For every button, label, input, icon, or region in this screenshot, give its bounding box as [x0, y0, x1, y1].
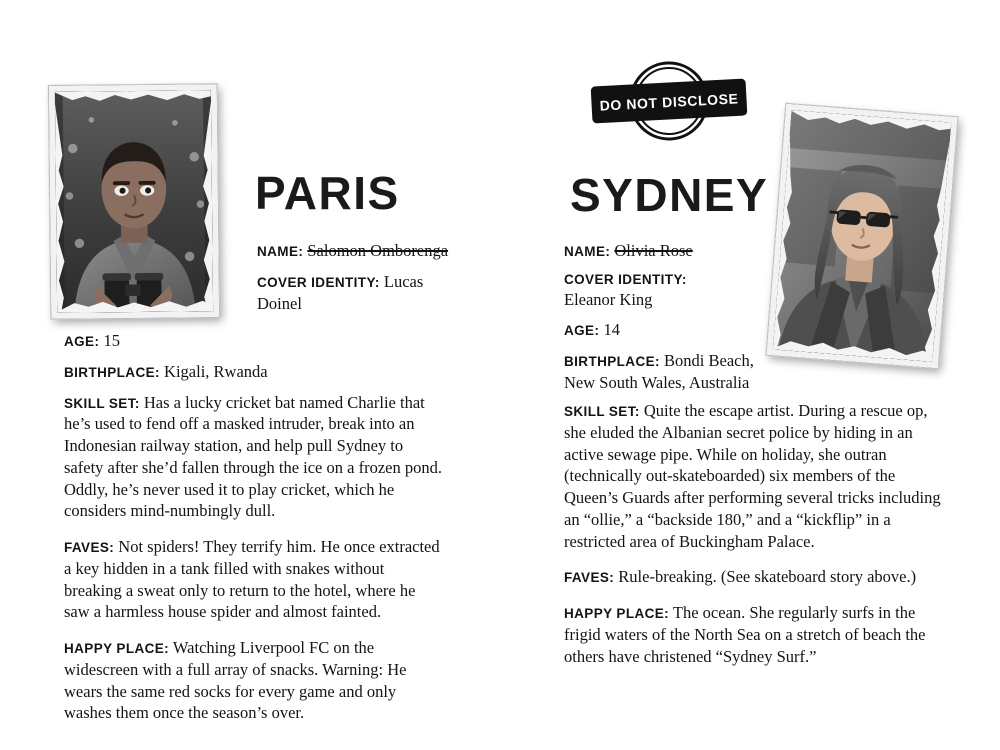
sydney-age: 14 — [603, 320, 620, 340]
paris-faves-field — [64, 536, 444, 623]
sydney-skill-set: Quite the escape artist. During a rescue op, she eluded the Albanian secret police by hiding in an active sewage pipe. While on holiday, she outran (technically out-skateboarded) six members of the Queen’s Guards after performing several tricks including an “ollie,” a “backside 180,” and a “kickflip” in a restricted area of Buckingham Palace. — [564, 401, 941, 551]
cover-identity-label: COVER IDENTITY: — [564, 271, 687, 287]
sydney-cover-identity: Eleanor King — [564, 289, 653, 309]
sydney-faves: Rule-breaking. (See skateboard story above.) — [618, 567, 917, 587]
faves-label: FAVES: — [64, 540, 115, 556]
paris-codename: PARIS — [255, 167, 400, 219]
name-label: NAME: — [564, 244, 611, 259]
name-label: NAME: — [257, 244, 304, 259]
paris-name-field — [257, 240, 472, 262]
sydney-skill-set-field — [564, 400, 942, 552]
sydney-happy-place: The ocean. She regularly surfs in the frigid waters of the North Sea on a stretch of beach the others have christened “Sydney Surf.” — [564, 603, 926, 666]
sydney-real-name: Olivia Rose — [614, 241, 693, 260]
age-label: AGE: — [564, 323, 600, 339]
sydney-upper-fields — [564, 240, 769, 403]
sydney-name-field — [564, 240, 769, 262]
paris-cover-identity: Lucas Doinel — [257, 271, 424, 313]
sydney-age-field — [564, 319, 769, 341]
do-not-disclose-stamp — [586, 54, 752, 148]
sydney-cover-identity-field — [564, 271, 769, 311]
sydney-lower-fields — [564, 400, 942, 676]
sydney-photo — [773, 110, 951, 362]
paris-lower-fields — [64, 330, 444, 733]
age-label: AGE: — [64, 334, 100, 349]
birthplace-label: BIRTHPLACE: — [564, 354, 660, 370]
paris-codename-block — [255, 166, 485, 220]
skill-set-label: SKILL SET: — [64, 395, 140, 411]
paris-happy-place-field — [64, 637, 444, 724]
sydney-faves-field — [564, 566, 942, 588]
cover-identity-label: COVER IDENTITY: — [257, 274, 380, 290]
happy-place-label: HAPPY PLACE: — [564, 606, 670, 622]
paris-cover-identity-field — [257, 271, 472, 315]
paris-real-name: Salomon Omborenga — [307, 241, 449, 260]
birthplace-label: BIRTHPLACE: — [64, 364, 160, 380]
skill-set-label: SKILL SET: — [564, 404, 640, 419]
paris-photo — [55, 90, 213, 313]
sydney-birthplace-field — [564, 350, 769, 394]
paris-upper-fields — [257, 240, 472, 323]
sydney-happy-place-field — [564, 602, 942, 667]
paris-age: 15 — [103, 331, 120, 350]
sydney-codename: SYDNEY — [570, 169, 769, 221]
paris-happy-place: Watching Liverpool FC on the widescreen with a full array of snacks. Warning: He wears the same red socks for every game and only washes them once the season’s over. — [64, 638, 407, 723]
happy-place-label: HAPPY PLACE: — [64, 641, 170, 657]
paris-photo-frame — [49, 84, 219, 319]
paris-age-field — [64, 330, 444, 352]
sydney-birthplace: Bondi Beach, New South Wales, Australia — [564, 351, 754, 392]
paris-skill-set-field — [64, 392, 444, 523]
paris-skill-set: Has a lucky cricket bat named Charlie that he’s used to fend off a masked intruder, break into an Indonesian railway station, and help pull Sydney to safety after she’d fallen through the ice on a frozen pond. Oddly, he’s never used it to play cricket, which he considers mind-numbingly dull. — [64, 392, 442, 521]
paris-birthplace: Kigali, Rwanda — [164, 361, 268, 381]
stamp-text: DO NOT DISCLOSE — [599, 90, 739, 114]
faves-label: FAVES: — [564, 570, 615, 586]
paris-faves: Not spiders! They terrify him. He once extracted a key hidden in a tank filled with snakes without breaking a sweat only to return to the hotel, where he saw a harmless house spider and almost fainted. — [64, 537, 440, 622]
paris-birthplace-field — [64, 361, 444, 383]
sydney-photo-frame — [766, 104, 957, 369]
